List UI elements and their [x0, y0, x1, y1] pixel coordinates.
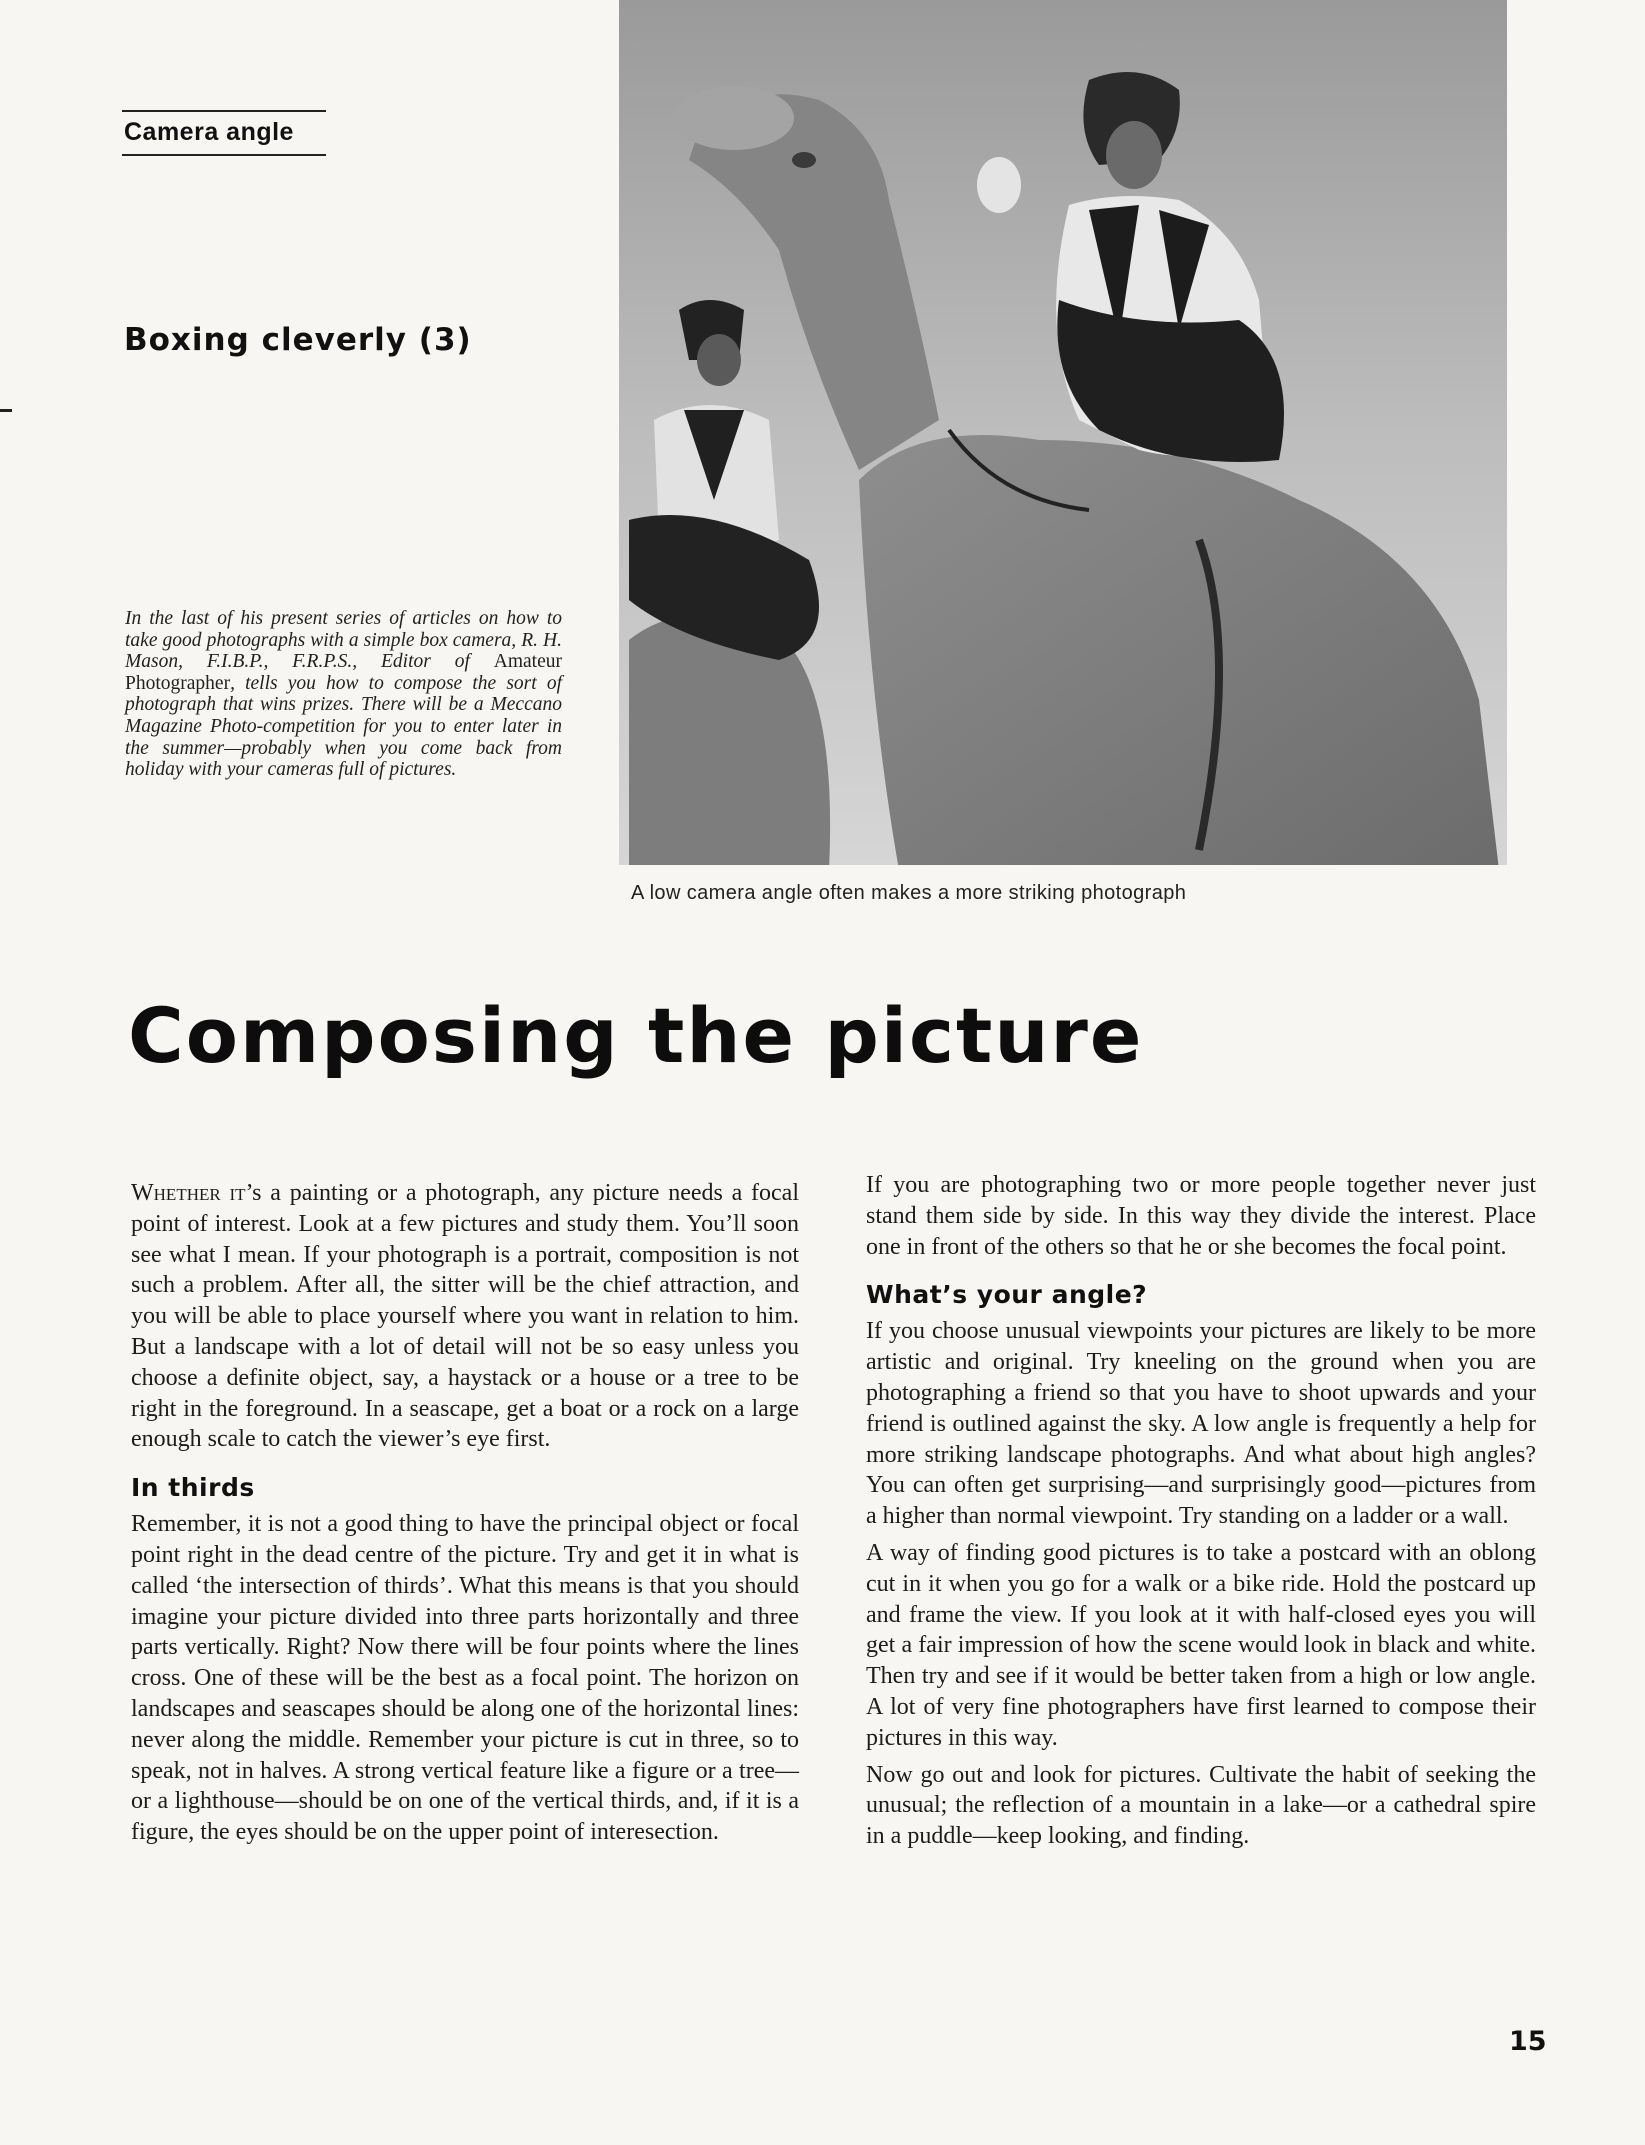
left-paragraph-2: Remember, it is not a good thing to have the principal object or focal point right in the dead centre of the picture. Try and get it in what is called ‘the intersection of thirds’. What this means is that you should imagine your picture divided into three parts horizontally and three parts vertically. Right? Now there will be four points where the lines cross. One of these will be the best as a focal point. The horizon on landscapes and seascapes should be along one of the horizontal lines: never along the middle. Remember your picture is cut in three, so to speak, not in halves. A strong vertical feature like a figure or a tree—or a lighthouse—should be on one of the vertical thirds, and, if it is a figure, the eyes should be on the upper point of interesection. [131, 1511, 799, 1846]
right-paragraph-3: A way of finding good pictures is to take a postcard with an oblong cut in it when you go for a walk or a bike ride. Hold the postcard up and frame the view. If you look at it with half-closed eyes you will get a fair impression of how the scene would look in black and white. Then try and see if it would be better taken from a high or low angle. A lot of very fine photographers have first learned to compose their pictures in this way. [866, 1539, 1536, 1751]
page-number: 15 [1509, 2026, 1547, 2057]
intro-paragraph [125, 608, 562, 781]
right-column [866, 1170, 1536, 1858]
intro-text-start: In the last of his present series of articles on how to take good photographs with a simple box camera, R. H. Mason, F.I.B.P., F.R.P.S., Editor of [125, 608, 562, 673]
section-tag: Camera angle [122, 110, 326, 156]
drop-lead: Whether it [131, 1180, 246, 1206]
left-paragraph-1 [131, 1178, 799, 1455]
right-paragraph-4: Now go out and look for pictures. Cultivate the habit of seeking the unusual; the reflection of a mountain in a lake—or a cathedral spire in a puddle—keep looking, and finding. [866, 1761, 1536, 1850]
publication-name: Amateur Photographer [125, 651, 562, 694]
intro-text-end: , tells you how to compose the sort of photograph that wins prizes. There will be a Meccano Magazine Photo-competition for you to enter later in the summer—probably when you come back from holiday with your cameras full of pictures. [125, 672, 562, 781]
camel-riders-illustration [619, 0, 1529, 870]
subhead-in-thirds: In thirds [131, 1473, 255, 1503]
photo-caption: A low camera angle often makes a more striking photograph [631, 882, 1187, 904]
subhead-whats-your-angle: What’s your angle? [866, 1280, 1148, 1310]
article-headline: Composing the picture [128, 991, 1144, 1080]
camel-riders-photo [619, 0, 1529, 870]
left-paragraph-1-text: ’s a painting or a photograph, any picture needs a focal point of interest. Look at a few pictures and study them. You’ll soon see what I mean. If your photograph is a portrait, composition is not such a problem. After all, the sitter will be the chief attraction, and you will be able to place yourself where you want in relation to him. But a landscape with a lot of detail will not be so easy unless you choose a definite object, say, a haystack or a house or a tree to be right in the foreground. In a seascape, get a boat or a rock on a large enough scale to catch the viewer’s eye first. [131, 1180, 799, 1453]
right-paragraph-2: If you choose unusual viewpoints your pictures are likely to be more artistic and original. Try kneeling on the ground when you are photographing a friend so that you have to shoot upwards and your friend is outlined against the sky. A low angle is frequently a help for more striking landscape photographs. And what about high angles? You can often get surprising—and surprisingly good—pictures from a higher than normal viewpoint. Try standing on a ladder or a wall. [866, 1318, 1536, 1530]
left-column [131, 1178, 799, 1854]
right-paragraph-1: If you are photographing two or more people together never just stand them side by side. In this way they divide the interest. Place one in front of the others so that he or she becomes the focal point. [866, 1172, 1536, 1260]
article-subtitle: Boxing cleverly (3) [124, 322, 472, 358]
margin-mark [0, 409, 12, 412]
